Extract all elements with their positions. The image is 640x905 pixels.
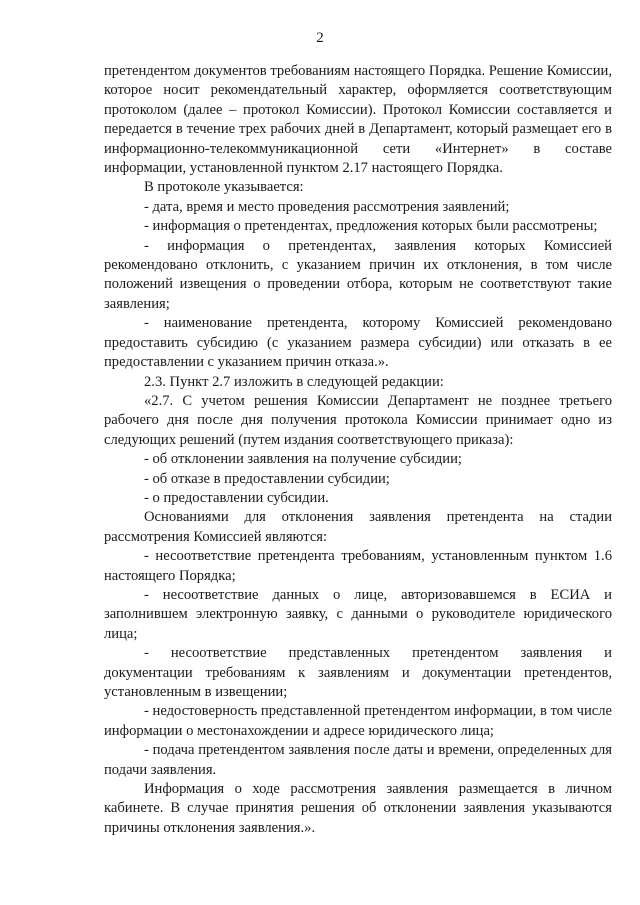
list-item: - о предоставлении субсидии. bbox=[144, 489, 329, 506]
list-item: - наименование претендента, которому Комиссией рекомендовано предоставить субсидию (с указанием размера субсидии) или отказать в ее предоставлении с указанием причин отказа.». bbox=[104, 315, 612, 371]
list-item: - недостоверность представленной претендентом информации, в том числе информации о местонахождении и адресе юридического лица; bbox=[104, 703, 612, 739]
list-item: - несоответствие представленных претендентом заявления и документации требованиям к заявлениям и документации претендентов, установленным в извещении; bbox=[104, 645, 612, 700]
page-number: 2 bbox=[316, 30, 324, 46]
paragraph: В протоколе указывается: bbox=[144, 179, 304, 196]
paragraph: «2.7. С учетом решения Комиссии Департамент не позднее третьего рабочего дня после дня получения протокола Комиссии принимает одно из следующих решений (путем издания соответствующего приказа): bbox=[104, 392, 612, 448]
list-item: - информация о претендентах, предложения которых были рассмотрены; bbox=[144, 218, 598, 235]
list-item: - об отклонении заявления на получение субсидии; bbox=[144, 451, 462, 468]
paragraph: Основаниями для отклонения заявления претендента на стадии рассмотрения Комиссией являются: bbox=[104, 509, 612, 545]
paragraph: претендентом документов требованиям настоящего Порядка. Решение Комиссии, которое носит рекомендательный характер, оформляется соответствующим протоколом (далее – протокол Комиссии). Протокол Комиссии составляется и передается в течение трех рабочих дней в Департамент, который размещает его в информационно-телекоммуникационной сети «Интернет» в составе информации, установленной пунктом 2.17 настоящего Порядка. bbox=[104, 63, 612, 177]
paragraph: 2.3. Пункт 2.7 изложить в следующей редакции: bbox=[144, 373, 444, 390]
list-item: - дата, время и место проведения рассмотрения заявлений; bbox=[144, 198, 510, 215]
list-item: - подача претендентом заявления после даты и времени, определенных для подачи заявления. bbox=[104, 742, 612, 778]
list-item: - несоответствие данных о лице, авторизовавшемся в ЕСИА и заполнившем электронную заявку, с данными о руководителе юридического лица; bbox=[104, 586, 612, 642]
document-body bbox=[104, 62, 612, 838]
list-item: - об отказе в предоставлении субсидии; bbox=[144, 470, 390, 487]
paragraph: Информация о ходе рассмотрения заявления размещается в личном кабинете. В случае принятия решения об отклонении заявления указываются причины отклонения заявления.». bbox=[104, 781, 612, 836]
list-item: - несоответствие претендента требованиям, установленным пунктом 1.6 настоящего Порядка; bbox=[104, 548, 612, 584]
list-item: - информация о претендентах, заявления которых Комиссией рекомендовано отклонить, с указанием причин их отклонения, в том числе положений извещения о проведении отбора, которым не соответствуют такие заявления; bbox=[104, 237, 612, 312]
